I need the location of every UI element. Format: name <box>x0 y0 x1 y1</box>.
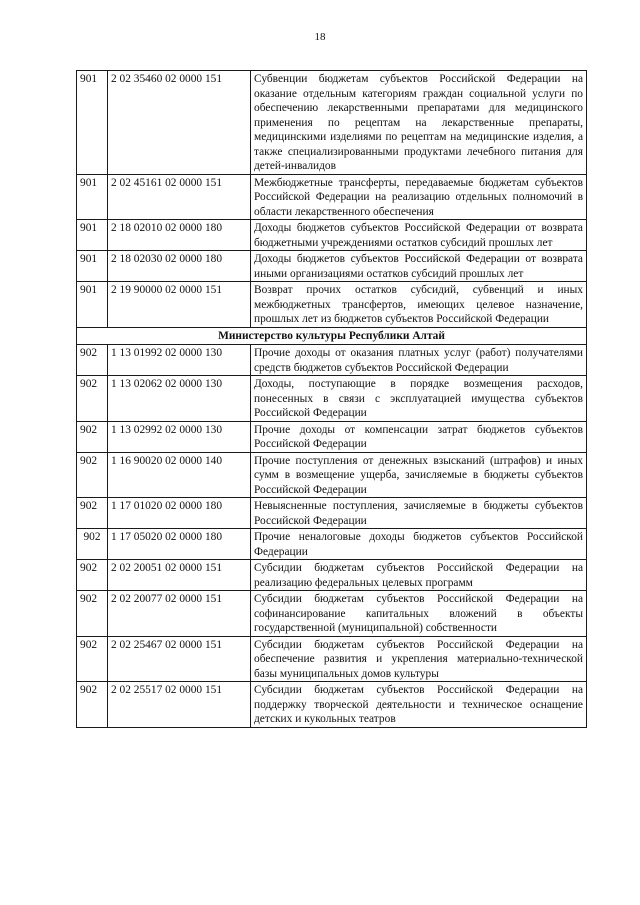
admin-code-cell: 901 <box>77 220 108 251</box>
table-row <box>77 71 587 175</box>
table-row <box>77 421 587 452</box>
page-number: 18 <box>314 31 326 43</box>
budget-code-cell: 2 02 20051 02 0000 151 <box>108 560 251 591</box>
description-cell: Доходы, поступающие в порядке возмещения расходов, понесенных в связи с эксплуатацией имущества субъектов Российской Федерации <box>251 376 587 422</box>
section-title: Министерство культуры Республики Алтай <box>77 327 587 345</box>
table-row <box>77 452 587 498</box>
admin-code-cell: 902 <box>77 376 108 422</box>
budget-code-cell: 1 13 02062 02 0000 130 <box>108 376 251 422</box>
admin-code-cell: 901 <box>77 282 108 328</box>
table-row <box>77 345 587 376</box>
admin-code-cell: 902 <box>77 498 108 529</box>
admin-code-cell: 902 <box>77 591 108 637</box>
description-cell: Субсидии бюджетам субъектов Российской Федерации на поддержку творческой деятельности и техническое оснащение детских и кукольных театров <box>251 682 587 728</box>
admin-code-cell: 902 <box>77 682 108 728</box>
table-row <box>77 560 587 591</box>
description-cell: Прочие доходы от оказания платных услуг (работ) получателями средств бюджетов субъектов Российской Федерации <box>251 345 587 376</box>
description-cell: Доходы бюджетов субъектов Российской Федерации от возврата бюджетными учреждениями остатков субсидий прошлых лет <box>251 220 587 251</box>
revenue-codes-table <box>76 70 587 728</box>
description-cell: Субсидии бюджетам субъектов Российской Федерации на реализацию федеральных целевых программ <box>251 560 587 591</box>
budget-code-cell: 1 13 01992 02 0000 130 <box>108 345 251 376</box>
description-cell: Невыясненные поступления, зачисляемые в бюджеты субъектов Российской Федерации <box>251 498 587 529</box>
budget-code-cell: 2 02 25467 02 0000 151 <box>108 636 251 682</box>
description-cell: Возврат прочих остатков субсидий, субвенций и иных межбюджетных трансфертов, имеющих целевое назначение, прошлых лет из бюджетов субъектов Российской Федерации <box>251 282 587 328</box>
admin-code-cell: 902 <box>77 636 108 682</box>
table-row <box>77 282 587 328</box>
description-cell: Доходы бюджетов субъектов Российской Федерации от возврата иными организациями остатков субсидий прошлых лет <box>251 251 587 282</box>
admin-code-cell: 902 <box>77 345 108 376</box>
budget-code-cell: 2 02 20077 02 0000 151 <box>108 591 251 637</box>
table-row <box>77 529 587 560</box>
table-row <box>77 376 587 422</box>
table-row <box>77 251 587 282</box>
admin-code-cell: 902 <box>77 452 108 498</box>
admin-code-cell: 901 <box>77 71 108 175</box>
description-cell: Субвенции бюджетам субъектов Российской Федерации на оказание отдельным категориям граждан социальной услуги по обеспечению лекарственными препаратами для медицинского применения по рецептам на лекарственные препараты, медицинскими изделиями по рецептам на медицинские изделия, а также специализированными продуктами лечебного питания для детей-инвалидов <box>251 71 587 175</box>
description-cell: Субсидии бюджетам субъектов Российской Федерации на софинансирование капитальных вложений в объекты государственной (муниципальной) собственности <box>251 591 587 637</box>
budget-code-cell: 1 13 02992 02 0000 130 <box>108 421 251 452</box>
table-row <box>77 174 587 220</box>
budget-code-cell: 2 19 90000 02 0000 151 <box>108 282 251 328</box>
budget-code-cell: 1 17 05020 02 0000 180 <box>108 529 251 560</box>
budget-code-cell: 2 02 25517 02 0000 151 <box>108 682 251 728</box>
admin-code-cell: 901 <box>77 174 108 220</box>
admin-code-cell: 902 <box>77 560 108 591</box>
budget-code-cell: 2 02 35460 02 0000 151 <box>108 71 251 175</box>
budget-code-cell: 2 18 02010 02 0000 180 <box>108 220 251 251</box>
table-row <box>77 682 587 728</box>
budget-code-cell: 2 02 45161 02 0000 151 <box>108 174 251 220</box>
description-cell: Прочие неналоговые доходы бюджетов субъектов Российской Федерации <box>251 529 587 560</box>
description-cell: Прочие поступления от денежных взысканий (штрафов) и иных сумм в возмещение ущерба, зачисляемые в бюджеты субъектов Российской Федерации <box>251 452 587 498</box>
table-row <box>77 591 587 637</box>
description-cell: Прочие доходы от компенсации затрат бюджетов субъектов Российской Федерации <box>251 421 587 452</box>
admin-code-cell: 901 <box>77 251 108 282</box>
description-cell: Субсидии бюджетам субъектов Российской Федерации на обеспечение развития и укрепления материально-технической базы муниципальных домов культуры <box>251 636 587 682</box>
budget-code-cell: 1 16 90020 02 0000 140 <box>108 452 251 498</box>
budget-code-cell: 2 18 02030 02 0000 180 <box>108 251 251 282</box>
table-row <box>77 636 587 682</box>
table-row <box>77 498 587 529</box>
admin-code-cell: 902 <box>77 421 108 452</box>
description-cell: Межбюджетные трансферты, передаваемые бюджетам субъектов Российской Федерации на реализацию отдельных полномочий в области лекарственного обеспечения <box>251 174 587 220</box>
section-header-row <box>77 327 587 345</box>
budget-code-cell: 1 17 01020 02 0000 180 <box>108 498 251 529</box>
table-row <box>77 220 587 251</box>
admin-code-cell: 902 <box>77 529 108 560</box>
